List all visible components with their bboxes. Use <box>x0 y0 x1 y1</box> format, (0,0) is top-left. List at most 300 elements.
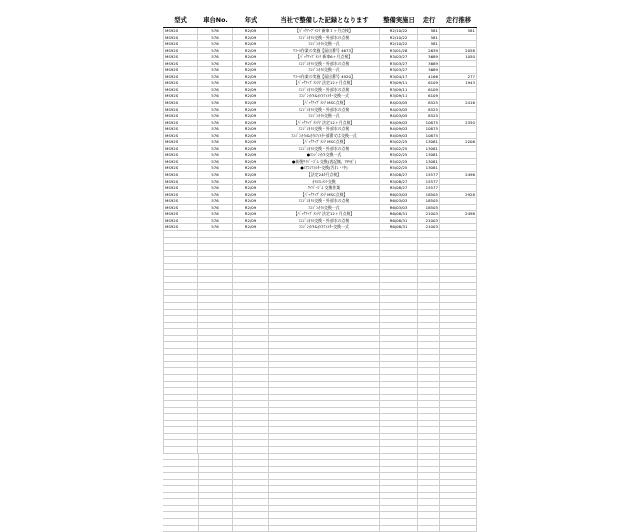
cell-mileage-change: 2206 <box>440 139 477 145</box>
empty-cell <box>163 323 198 329</box>
empty-cell <box>440 486 477 492</box>
empty-cell <box>418 336 440 342</box>
empty-cell <box>380 336 418 342</box>
cell-year: R2/09 <box>233 74 269 80</box>
cell-description: ｴﾝｼﾞﾝｵｲﾙ交換・外部水の点検 <box>269 107 380 113</box>
empty-cell <box>233 342 269 348</box>
empty-cell <box>418 342 440 348</box>
empty-cell <box>380 303 418 309</box>
empty-cell <box>198 238 233 244</box>
empty-cell <box>198 329 233 335</box>
empty-cell <box>198 264 233 270</box>
empty-cell <box>440 342 477 348</box>
empty-cell <box>233 395 269 401</box>
cell-mileage: 3689 <box>418 67 440 73</box>
empty-cell <box>269 499 380 505</box>
empty-cell <box>380 382 418 388</box>
empty-cell <box>198 440 233 446</box>
empty-cell <box>418 323 440 329</box>
cell-mileage: 581 <box>418 41 440 47</box>
empty-cell <box>163 427 198 433</box>
cell-unit-no: 576 <box>198 107 233 113</box>
empty-cell <box>380 493 418 499</box>
cell-mileage-change: 2350 <box>440 120 477 126</box>
empty-cell <box>233 454 269 460</box>
empty-cell <box>269 414 380 420</box>
empty-cell <box>380 480 418 486</box>
cell-unit-no: 576 <box>198 179 233 185</box>
empty-cell <box>198 480 233 486</box>
cell-unit-no: 576 <box>198 211 233 217</box>
cell-model: MS92S <box>163 113 198 119</box>
empty-cell <box>269 408 380 414</box>
cell-year: R2/09 <box>233 80 269 86</box>
cell-mileage-change <box>440 107 477 113</box>
empty-cell <box>418 329 440 335</box>
empty-cell <box>163 447 198 453</box>
cell-mileage: 13081 <box>418 139 440 145</box>
empty-cell <box>163 519 198 525</box>
empty-cell <box>163 467 198 473</box>
cell-mileage: 13081 <box>418 159 440 165</box>
cell-description: ｴﾝｼﾞﾝｵｲﾙ交換・外部水の点検 <box>269 61 380 67</box>
cell-unit-no: 576 <box>198 80 233 86</box>
empty-cell <box>163 303 198 309</box>
cell-year: R2/09 <box>233 159 269 165</box>
cell-date: R6/08/31 <box>380 211 418 217</box>
empty-cell <box>418 362 440 368</box>
empty-cell <box>198 303 233 309</box>
empty-cell <box>440 493 477 499</box>
empty-cell <box>198 368 233 374</box>
empty-cell <box>440 382 477 388</box>
cell-mileage: 6109 <box>418 87 440 93</box>
empty-cell <box>269 454 380 460</box>
cell-unit-no: 576 <box>198 87 233 93</box>
empty-cell <box>198 408 233 414</box>
empty-cell <box>269 323 380 329</box>
empty-cell <box>269 231 380 237</box>
empty-cell <box>418 283 440 289</box>
cell-year: R2/09 <box>233 179 269 185</box>
cell-mileage-change: 581 <box>440 28 477 34</box>
empty-cell <box>233 257 269 263</box>
cell-mileage-change: 1943 <box>440 80 477 86</box>
cell-mileage: 581 <box>418 28 440 34</box>
cell-description: ｴﾝｼﾞﾝｵｲﾙ交換一式 <box>269 67 380 73</box>
empty-cell <box>418 414 440 420</box>
empty-cell <box>198 467 233 473</box>
empty-cell <box>418 408 440 414</box>
cell-model: MS92S <box>163 87 198 93</box>
empty-cell <box>380 467 418 473</box>
empty-cell <box>440 506 477 512</box>
empty-cell <box>269 427 380 433</box>
empty-cell <box>198 355 233 361</box>
empty-cell <box>380 473 418 479</box>
header-description: 当社で整備した記録となります <box>280 16 369 24</box>
cell-description: ｴﾝｼﾞﾝｵｲﾙ交換・外部水の点検 <box>269 87 380 93</box>
cell-mileage-change <box>440 198 477 204</box>
cell-model: MS92S <box>163 224 198 230</box>
cell-model: MS92S <box>163 152 198 158</box>
empty-cell <box>163 277 198 283</box>
cell-year: R2/09 <box>233 120 269 126</box>
empty-cell <box>418 480 440 486</box>
empty-cell <box>269 526 380 532</box>
empty-cell <box>198 296 233 302</box>
cell-description: 【ﾊﾞｯｸｱｯﾌﾟﾒﾝﾃ 新車１ヶ月点検】 <box>269 28 380 34</box>
empty-cell <box>418 375 440 381</box>
header-unit-no: 車台No. <box>203 16 228 24</box>
empty-cell <box>440 257 477 263</box>
empty-cell <box>233 270 269 276</box>
empty-cell <box>269 283 380 289</box>
empty-cell <box>269 303 380 309</box>
empty-cell <box>233 316 269 322</box>
empty-cell <box>418 310 440 316</box>
cell-mileage-change <box>440 179 477 185</box>
cell-description: 【ﾊﾞｯｸｱｯﾌﾟﾒﾝﾃ MSC点検】 <box>269 100 380 106</box>
cell-mileage: 8525 <box>418 113 440 119</box>
cell-model: MS92S <box>163 80 198 86</box>
empty-cell <box>163 244 198 250</box>
empty-cell <box>418 257 440 263</box>
empty-cell <box>269 342 380 348</box>
empty-cell <box>269 388 380 394</box>
cell-description: ｴﾝｼﾞﾝｵｲﾙ交換・外部水の点検 <box>269 35 380 41</box>
empty-cell <box>418 460 440 466</box>
empty-cell <box>440 388 477 394</box>
empty-cell <box>269 336 380 342</box>
empty-cell <box>198 519 233 525</box>
empty-cell <box>418 421 440 427</box>
cell-unit-no: 576 <box>198 218 233 224</box>
empty-cell <box>418 506 440 512</box>
empty-cell <box>380 329 418 335</box>
empty-cell <box>198 231 233 237</box>
empty-cell <box>233 434 269 440</box>
empty-cell <box>233 336 269 342</box>
empty-cell <box>380 512 418 518</box>
empty-cell <box>269 512 380 518</box>
empty-cell <box>163 290 198 296</box>
empty-cell <box>418 264 440 270</box>
cell-mileage-change <box>440 152 477 158</box>
empty-cell <box>440 421 477 427</box>
empty-cell <box>440 277 477 283</box>
cell-mileage: 10875 <box>418 133 440 139</box>
empty-cell <box>233 382 269 388</box>
empty-cell <box>233 440 269 446</box>
empty-cell <box>269 310 380 316</box>
cell-year: R2/09 <box>233 192 269 198</box>
empty-cell <box>440 480 477 486</box>
empty-cell <box>198 323 233 329</box>
empty-cell <box>269 506 380 512</box>
empty-cell <box>233 486 269 492</box>
empty-cell <box>163 473 198 479</box>
empty-cell <box>233 264 269 270</box>
empty-cell <box>163 395 198 401</box>
empty-cell <box>440 526 477 532</box>
empty-cell <box>418 290 440 296</box>
empty-cell <box>233 283 269 289</box>
empty-cell <box>380 447 418 453</box>
empty-cell <box>440 434 477 440</box>
cell-date: R6/03/03 <box>380 192 418 198</box>
cell-year: R2/09 <box>233 28 269 34</box>
cell-mileage: 4166 <box>418 74 440 80</box>
empty-cell <box>380 290 418 296</box>
cell-mileage-change: 1050 <box>440 54 477 60</box>
empty-cell <box>418 519 440 525</box>
cell-year: R2/09 <box>233 100 269 106</box>
empty-cell <box>418 349 440 355</box>
empty-cell <box>269 440 380 446</box>
cell-mileage: 13081 <box>418 146 440 152</box>
empty-cell <box>269 251 380 257</box>
empty-cell <box>198 512 233 518</box>
cell-description: 【ﾊﾞｯｸｱｯﾌﾟﾒﾝﾃﾅ 法定12ヶ月点検】 <box>269 120 380 126</box>
cell-date: R2/10/22 <box>380 28 418 34</box>
empty-cell <box>198 382 233 388</box>
empty-cell <box>233 303 269 309</box>
cell-unit-no: 576 <box>198 192 233 198</box>
empty-cell <box>198 486 233 492</box>
empty-cell <box>269 434 380 440</box>
empty-cell <box>440 290 477 296</box>
cell-mileage: 13081 <box>418 152 440 158</box>
cell-year: R2/09 <box>233 61 269 67</box>
empty-cell <box>380 486 418 492</box>
empty-cell <box>269 447 380 453</box>
cell-mileage-change: 2416 <box>440 100 477 106</box>
empty-cell <box>269 480 380 486</box>
empty-cell <box>198 277 233 283</box>
empty-cell <box>380 368 418 374</box>
empty-cell <box>269 270 380 276</box>
empty-cell <box>198 526 233 532</box>
empty-cell <box>269 238 380 244</box>
empty-cell <box>198 388 233 394</box>
empty-cell <box>163 238 198 244</box>
empty-cell <box>233 277 269 283</box>
cell-description: ｴﾝｼﾞﾝｵｲﾙ交換一式 <box>269 205 380 211</box>
empty-cell <box>163 296 198 302</box>
empty-cell <box>233 473 269 479</box>
cell-mileage: 3689 <box>418 61 440 67</box>
empty-cell <box>380 408 418 414</box>
cell-description: 【ﾊﾞｯｸｱｯﾌﾟﾒﾝﾃﾅ 法定12ヶ月点検】 <box>269 211 380 217</box>
empty-cell <box>233 349 269 355</box>
empty-cell <box>198 290 233 296</box>
empty-cell <box>233 368 269 374</box>
cell-description: 【ﾊﾞｯｸｱｯﾌﾟﾒﾝﾃ 新車6ヶ月点検】 <box>269 54 380 60</box>
cell-year: R2/09 <box>233 172 269 178</box>
empty-cell <box>163 270 198 276</box>
empty-cell <box>198 460 233 466</box>
cell-description: ｴﾝｼﾞﾝｵｲﾙ&ｵｲﾙﾌｨﾙﾀｰ交換一式 <box>269 224 380 230</box>
empty-cell <box>440 519 477 525</box>
cell-model: MS92S <box>163 218 198 224</box>
empty-cell <box>198 270 233 276</box>
cell-unit-no: 576 <box>198 28 233 34</box>
empty-cell <box>440 238 477 244</box>
cell-date: R4/09/03 <box>380 133 418 139</box>
cell-unit-no: 576 <box>198 172 233 178</box>
cell-unit-no: 576 <box>198 205 233 211</box>
empty-cell <box>163 460 198 466</box>
cell-unit-no: 576 <box>198 54 233 60</box>
empty-cell <box>440 303 477 309</box>
empty-cell <box>440 329 477 335</box>
empty-cell <box>163 257 198 263</box>
header-date: 整備実施日 <box>383 16 415 24</box>
empty-cell <box>233 329 269 335</box>
empty-cell <box>233 447 269 453</box>
empty-cell <box>163 336 198 342</box>
cell-model: MS92S <box>163 133 198 139</box>
empty-cell <box>233 499 269 505</box>
cell-description: 【ﾊﾞｯｸｱｯﾌﾟﾒﾝﾃﾅ 法定12ヶ月点検】 <box>269 80 380 86</box>
cell-model: MS92S <box>163 35 198 41</box>
cell-unit-no: 576 <box>198 67 233 73</box>
cell-mileage-change <box>440 113 477 119</box>
empty-cell <box>269 362 380 368</box>
cell-date: R3/09/11 <box>380 93 418 99</box>
cell-year: R2/09 <box>233 67 269 73</box>
empty-cell <box>233 519 269 525</box>
empty-cell <box>440 454 477 460</box>
empty-cell <box>380 264 418 270</box>
cell-description: ﾜｲﾊﾟｰｺﾞﾑ 交換作業 <box>269 185 380 191</box>
empty-cell <box>380 277 418 283</box>
cell-unit-no: 576 <box>198 113 233 119</box>
empty-cell <box>418 434 440 440</box>
empty-cell <box>233 323 269 329</box>
empty-cell <box>380 401 418 407</box>
cell-model: MS92S <box>163 107 198 113</box>
empty-cell <box>163 486 198 492</box>
empty-cell <box>163 329 198 335</box>
cell-year: R2/09 <box>233 93 269 99</box>
empty-cell <box>198 506 233 512</box>
empty-cell <box>233 467 269 473</box>
header-mileage: 走行 <box>422 16 436 24</box>
cell-unit-no: 576 <box>198 165 233 171</box>
cell-mileage-change <box>440 205 477 211</box>
cell-mileage: 6109 <box>418 93 440 99</box>
empty-cell <box>440 316 477 322</box>
cell-model: MS92S <box>163 146 198 152</box>
cell-unit-no: 576 <box>198 146 233 152</box>
empty-cell <box>198 244 233 250</box>
cell-model: MS92S <box>163 54 198 60</box>
cell-mileage: 21003 <box>418 224 440 230</box>
empty-cell <box>233 238 269 244</box>
empty-cell <box>269 395 380 401</box>
empty-cell <box>233 290 269 296</box>
empty-cell <box>440 283 477 289</box>
cell-unit-no: 576 <box>198 133 233 139</box>
empty-cell <box>440 264 477 270</box>
table-header <box>163 11 477 28</box>
cell-description: ｴﾝｼﾞﾝｵｲﾙ交換・外部水の点検 <box>269 218 380 224</box>
cell-unit-no: 576 <box>198 41 233 47</box>
cell-year: R2/09 <box>233 41 269 47</box>
empty-cell <box>440 467 477 473</box>
cell-model: MS92S <box>163 139 198 145</box>
empty-cell <box>440 355 477 361</box>
empty-cell <box>380 310 418 316</box>
empty-cell <box>163 506 198 512</box>
empty-cell <box>233 244 269 250</box>
cell-mileage: 15577 <box>418 185 440 191</box>
cell-year: R2/09 <box>233 224 269 230</box>
empty-cell <box>233 362 269 368</box>
cell-description: 【ﾊﾞｯｸｱｯﾌﾟﾒﾝﾃ MSC点検】 <box>269 192 380 198</box>
empty-cell <box>198 427 233 433</box>
empty-cell <box>380 434 418 440</box>
empty-cell <box>198 499 233 505</box>
empty-cell <box>269 460 380 466</box>
empty-cell <box>380 316 418 322</box>
cell-date: R6/03/03 <box>380 205 418 211</box>
empty-cell <box>418 440 440 446</box>
cell-unit-no: 576 <box>198 126 233 132</box>
empty-cell <box>380 526 418 532</box>
cell-mileage-change <box>440 185 477 191</box>
empty-cell <box>418 355 440 361</box>
cell-year: R2/09 <box>233 205 269 211</box>
empty-cell <box>233 296 269 302</box>
empty-cell <box>418 244 440 250</box>
cell-year: R2/09 <box>233 218 269 224</box>
cell-unit-no: 576 <box>198 198 233 204</box>
cell-year: R2/09 <box>233 139 269 145</box>
empty-cell <box>269 467 380 473</box>
empty-cell <box>163 499 198 505</box>
empty-cell <box>418 467 440 473</box>
empty-cell <box>380 519 418 525</box>
empty-cell <box>418 473 440 479</box>
cell-date: R3/01/28 <box>380 48 418 54</box>
empty-cell <box>198 283 233 289</box>
empty-cell <box>198 316 233 322</box>
cell-date: R2/10/22 <box>380 35 418 41</box>
cell-mileage: 8525 <box>418 107 440 113</box>
empty-cell <box>440 395 477 401</box>
cell-model: MS92S <box>163 211 198 217</box>
empty-cell <box>380 460 418 466</box>
empty-cell <box>380 388 418 394</box>
cell-unit-no: 576 <box>198 159 233 165</box>
cell-model: MS92S <box>163 198 198 204</box>
cell-description: ｴﾝｼﾞﾝｵｲﾙ交換一式 <box>269 41 380 47</box>
cell-date: R6/03/03 <box>380 198 418 204</box>
cell-description: 【ﾊﾞｯｸｱｯﾌﾟﾒﾝﾃ MSC点検】 <box>269 139 380 145</box>
empty-cell <box>163 414 198 420</box>
empty-cell <box>198 454 233 460</box>
cell-description: ●ｴﾝｼﾞﾝｵｲﾙ交換一式 <box>269 152 380 158</box>
empty-cell <box>269 257 380 263</box>
cell-description: ●前後ﾜｲﾊﾟｰｺﾞﾑ 交換(表記無、TPIﾋﾞ) <box>269 159 380 165</box>
empty-cell <box>440 447 477 453</box>
cell-model: MS92S <box>163 120 198 126</box>
empty-cell <box>440 244 477 250</box>
empty-cell <box>418 395 440 401</box>
